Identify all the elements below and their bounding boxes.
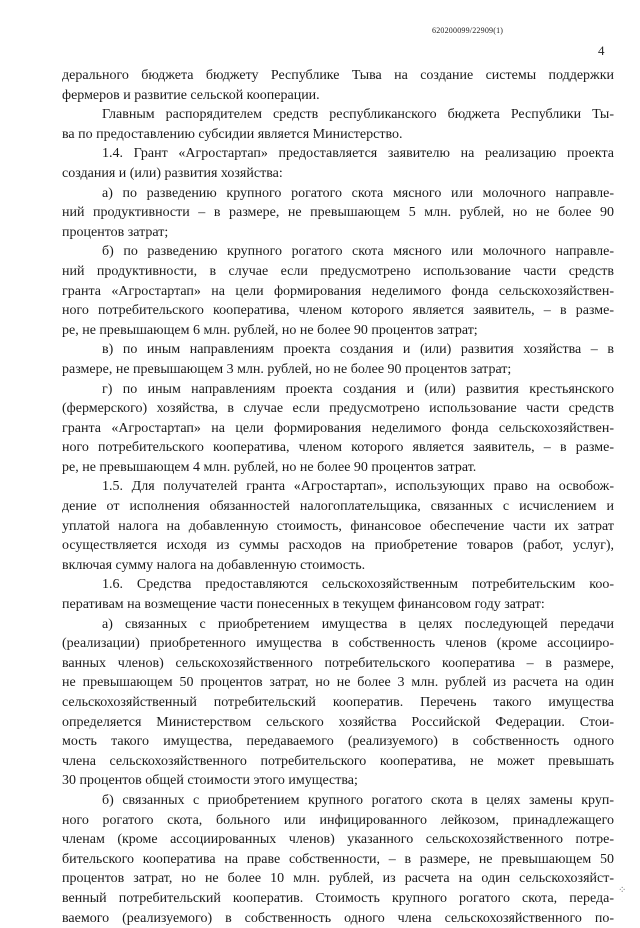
text-line: 1.4. Грант «Агростартап» предоставляется заявителю на реализацию проекта: [102, 146, 614, 162]
text-line: определяется Министерством сельского хозяйства Российской Федерации. Стои-: [62, 714, 614, 730]
text-line: ного рогатого скота, больного или инфицированного лейкозом, принадлежащего: [62, 812, 614, 828]
text-line: ваемого (реализуемого) в собственность одного члена сельскохозяйственного по-: [62, 910, 614, 926]
text-line: дение от исполнения обязанностей налогоплательщика, связанных с исчислением и: [62, 499, 614, 515]
text-line: гранта «Агростартап» на цели формирования неделимого фонда сельскохозяйствен-: [62, 420, 614, 436]
document-body: [62, 66, 614, 928]
text-line: а) по разведению крупного рогатого скота мясного или молочного направле-: [102, 185, 614, 201]
text-line: не превышающем 50 процентов затрат, но не более 3 млн. рублей из расчета на один: [62, 675, 614, 691]
text-line: ре, не превышающем 4 млн. рублей, но не более 90 процентов затрат.: [62, 459, 477, 475]
text-line: перативам на возмещение части понесенных в текущем финансовом году затрат:: [62, 597, 545, 613]
text-line: мость такого имущества, передаваемого (реализуемого) в собственность одного: [62, 734, 614, 750]
text-line: дерального бюджета бюджету Республике Тыва на создание системы поддержки: [62, 68, 614, 83]
text-line: г) по иным направлениям проекта создания и (или) развития крестьянского: [102, 381, 614, 397]
text-line: членам (кроме ассоциированных членов) указанного сельскохозяйственного потре-: [62, 832, 614, 848]
text-line: фермеров и развитие сельской кооперации.: [62, 87, 320, 103]
text-line: б) связанных с приобретением крупного рогатого скота в целях замены круп-: [102, 792, 614, 808]
text-line: включая сумму налога на добавленную стоимость.: [62, 557, 366, 573]
text-line: ний продуктивности – в размере, не превышающем 5 млн. рублей, но не более 90: [62, 205, 614, 221]
text-line: ва по предоставлению субсидии является Министерство.: [62, 126, 403, 142]
text-line: (реализации) приобретенного имущества в собственность членов (кроме ассоцииро-: [62, 636, 614, 652]
text-line: (фермерского) хозяйства, в случае если предусмотрено использование части средств: [62, 401, 614, 417]
text-line: 1.5. Для получателей гранта «Агростартап», использующих право на освобож-: [102, 479, 614, 495]
text-line: 30 процентов общей стоимости этого имущества;: [62, 773, 358, 789]
text-line: процентов затрат, но не более 10 млн. рублей, из расчета на один сельскохозяйст-: [62, 871, 614, 887]
text-line: размере, не превышающем 3 млн. рублей, но не более 90 процентов затрат;: [62, 361, 512, 377]
text-line: 1.6. Средства предоставляются сельскохозяйственным потребительским коо-: [102, 577, 614, 593]
text-line: Главным распорядителем средств республиканского бюджета Республики Ты-: [102, 107, 614, 123]
text-line: в) по иным направлениям проекта создания и (или) развития хозяйства – в: [102, 342, 614, 358]
text-line: процентов затрат;: [62, 224, 169, 240]
text-line: сельскохозяйственный потребительский кооператив. Перечень такого имущества: [62, 695, 614, 710]
text-line: ного потребительского кооператива, членом которого является заявитель, – в разме-: [62, 303, 614, 319]
text-line: венный потребительский кооператив. Стоимость крупного рогатого скота, переда-: [62, 890, 614, 906]
text-line: осуществляется исходя из суммы расходов на приобретение товаров (работ, услуг),: [62, 538, 614, 554]
text-line: ванных членов) сельскохозяйственного потребительского кооператива – в размере,: [62, 655, 614, 671]
text-line: б) по разведению крупного рогатого скота мясного или молочного направле-: [102, 244, 614, 260]
text-line: члена сельскохозяйственного потребительского кооператива, не может превышать: [62, 753, 614, 769]
text-line: ре, не превышающем 6 млн. рублей, но не более 90 процентов затрат;: [62, 322, 478, 338]
scan-artifact: ⁘: [618, 885, 627, 896]
text-line: бительского кооператива на праве собственности, – в размере, не превышающем 50: [62, 851, 614, 867]
page-number: 4: [598, 43, 605, 58]
text-line: уплатой налога на добавленную стоимость, финансовое обеспечение части их затрат: [62, 518, 614, 534]
text-line: ного потребительского кооператива, членом которого является заявитель, – в разме-: [62, 440, 614, 456]
text-line: создания и (или) развития хозяйства:: [62, 165, 283, 181]
text-line: ний продуктивности, в случае если предусмотрено использование части средств: [62, 263, 614, 279]
text-line: а) связанных с приобретением имущества в целях последующей передачи: [102, 616, 614, 632]
text-line: гранта «Агростартап» на цели формирования неделимого фонда сельскохозяйствен-: [62, 283, 614, 299]
document-id: 620200099/22909(1): [432, 26, 504, 35]
